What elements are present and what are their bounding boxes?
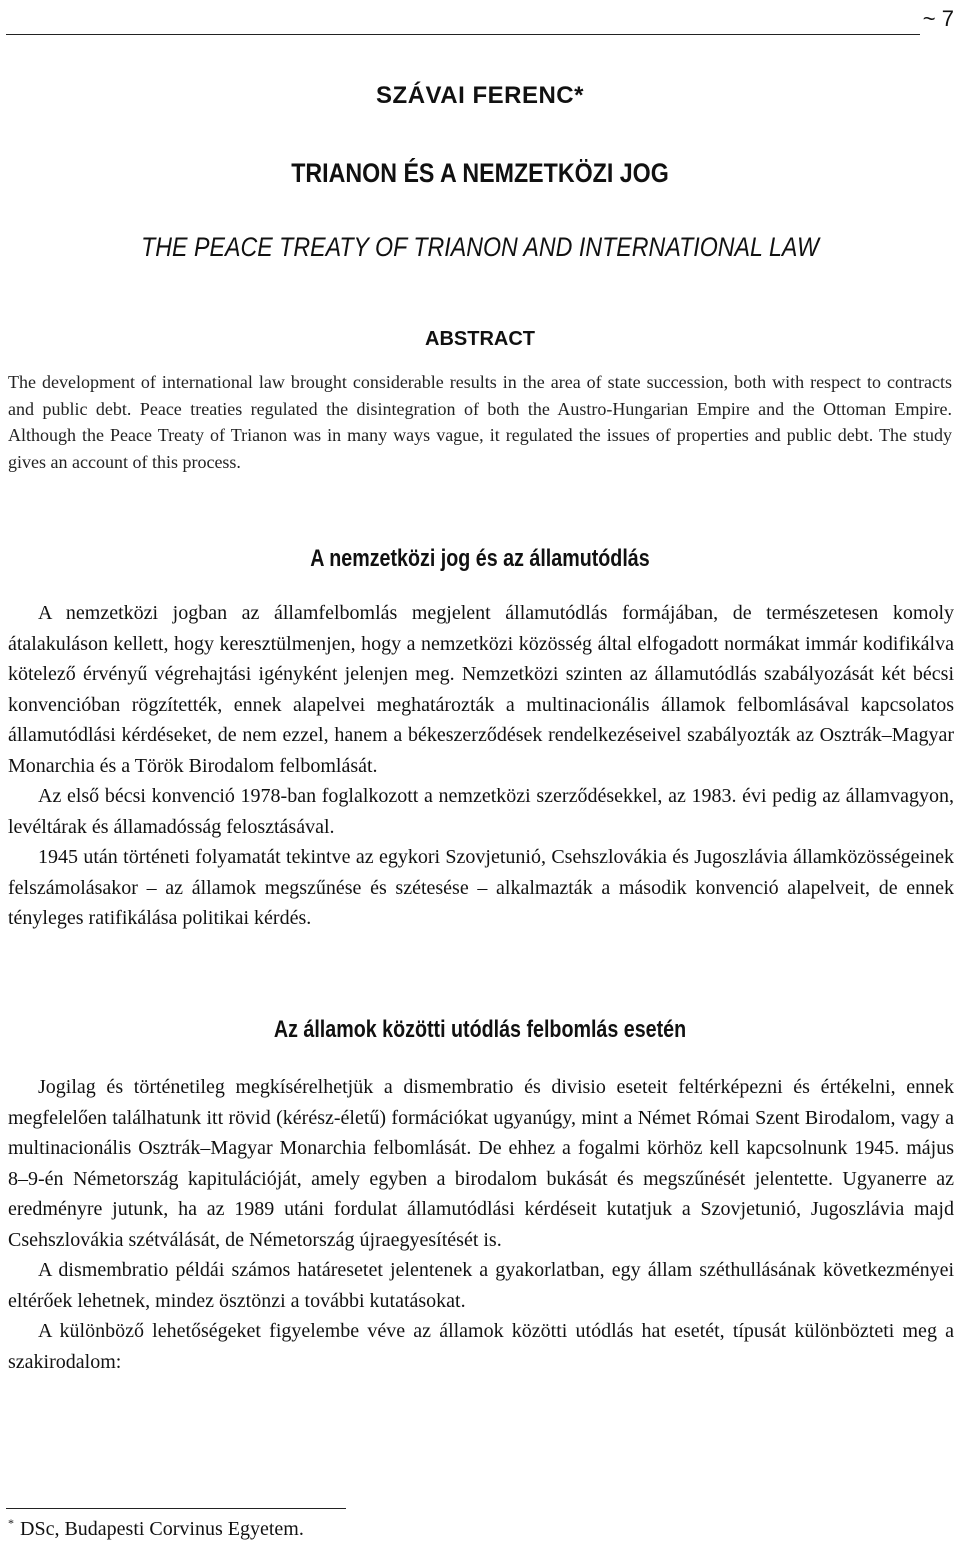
paragraph: A nemzetközi jogban az államfelbomlás megjelent államutódlás formájában, de természetesen komoly átalakuláson kellett, hogy keresztülmenjen, hogy a nemzetközi közösség által elfogadott normákat immár kodifikálva kötelező érvényű végrehajtási igényként jelenjen meg. Nemzetközi szinten az államutódlás szabályozását két bécsi konvencióban rögzítették, ennek alapelvei meghatározták a multinacionális államok felbomlásával kapcsolatos államutódlási kérdéseket, de nem ezzel, hanem a békeszerződések rendelkezéseivel szabályozták az Osztrák–Magyar Monarchia és a Török Birodalom felbomlását.: [8, 602, 954, 777]
paragraph: 1945 után történeti folyamatát tekintve az egykori Szovjetunió, Csehszlovákia és Jugoszlávia államközösségeinek felszámolásakor – az államok megszűnése és szétesése – alkalmazták a második konvenció alapelveit, de ennek tényleges ratifikálása politikai kérdés.: [8, 846, 954, 929]
abstract-heading: ABSTRACT: [425, 328, 535, 350]
section-heading-2: Az államok közötti utódlás felbomlás esetén: [273, 1016, 687, 1043]
paragraph: A különböző lehetőségeket figyelembe véve az államok közötti utódlás hat esetét, típusát különbözteti meg a szakirodalom:: [8, 1320, 954, 1373]
footnote: [8, 1518, 304, 1541]
header-rule: [6, 34, 920, 35]
footnote-rule: [6, 1508, 346, 1509]
section-heading-1: A nemzetközi jog és az államutódlás: [310, 545, 650, 572]
section-2-body: [8, 1072, 954, 1377]
paragraph: A dismembratio példái számos határesetet jelentenek a gyakorlatban, egy állam széthullásának következményei eltérőek lehetnek, mindez ösztönzi a további kutatásokat.: [8, 1259, 954, 1312]
page-number: ~ 7: [922, 6, 954, 31]
author-name: SZÁVAI FERENC*: [376, 82, 584, 109]
footnote-text: DSc, Budapesti Corvinus Egyetem.: [20, 1518, 304, 1540]
section-1-body: [8, 598, 954, 934]
paragraph: Jogilag és történetileg megkísérelhetjük a dismembratio és divisio eseteit feltérképezni és értékelni, ennek megfelelően találhatunk itt rövid (kérész-életű) formációkat ugyanúgy, mint a Német Római Szent Birodalom, vagy a multinacionális Osztrák–Magyar Monarchia felbomlását. De ehhez a fogalmi körhöz kell kapcsolnunk 1945. május 8–9-én Németország kapitulációját, amely egyben a birodalom bukását és megszűnését jelentette. Ugyanerre az eredményre jutunk, ha az 1989 utáni fordulat államutódlási kérdéseit kutatjuk a Szovjetunió, Jugoszlávia majd Csehszlovákia szétválását, de Németország újraegyesítését is.: [8, 1076, 954, 1251]
paragraph: Az első bécsi konvenció 1978-ban foglalkozott a nemzetközi szerződésekkel, az 1983. évi pedig az államvagyon, levéltárak és államadósság felosztásával.: [8, 785, 954, 838]
paper-subtitle: THE PEACE TREATY OF TRIANON AND INTERNATIONAL LAW: [141, 232, 819, 262]
paper-title: TRIANON ÉS A NEMZETKÖZI JOG: [291, 158, 669, 188]
abstract-text: The development of international law brought considerable results in the area of state succession, both with respect to contracts and public debt. Peace treaties regulated the disintegration of both the Austro-Hungarian Empire and the Ottoman Empire. Although the Peace Treaty of Trianon was in many ways vague, it regulated the issues of properties and public debt. The study gives an account of this process.: [8, 372, 952, 473]
footnote-marker: *: [8, 1516, 14, 1530]
